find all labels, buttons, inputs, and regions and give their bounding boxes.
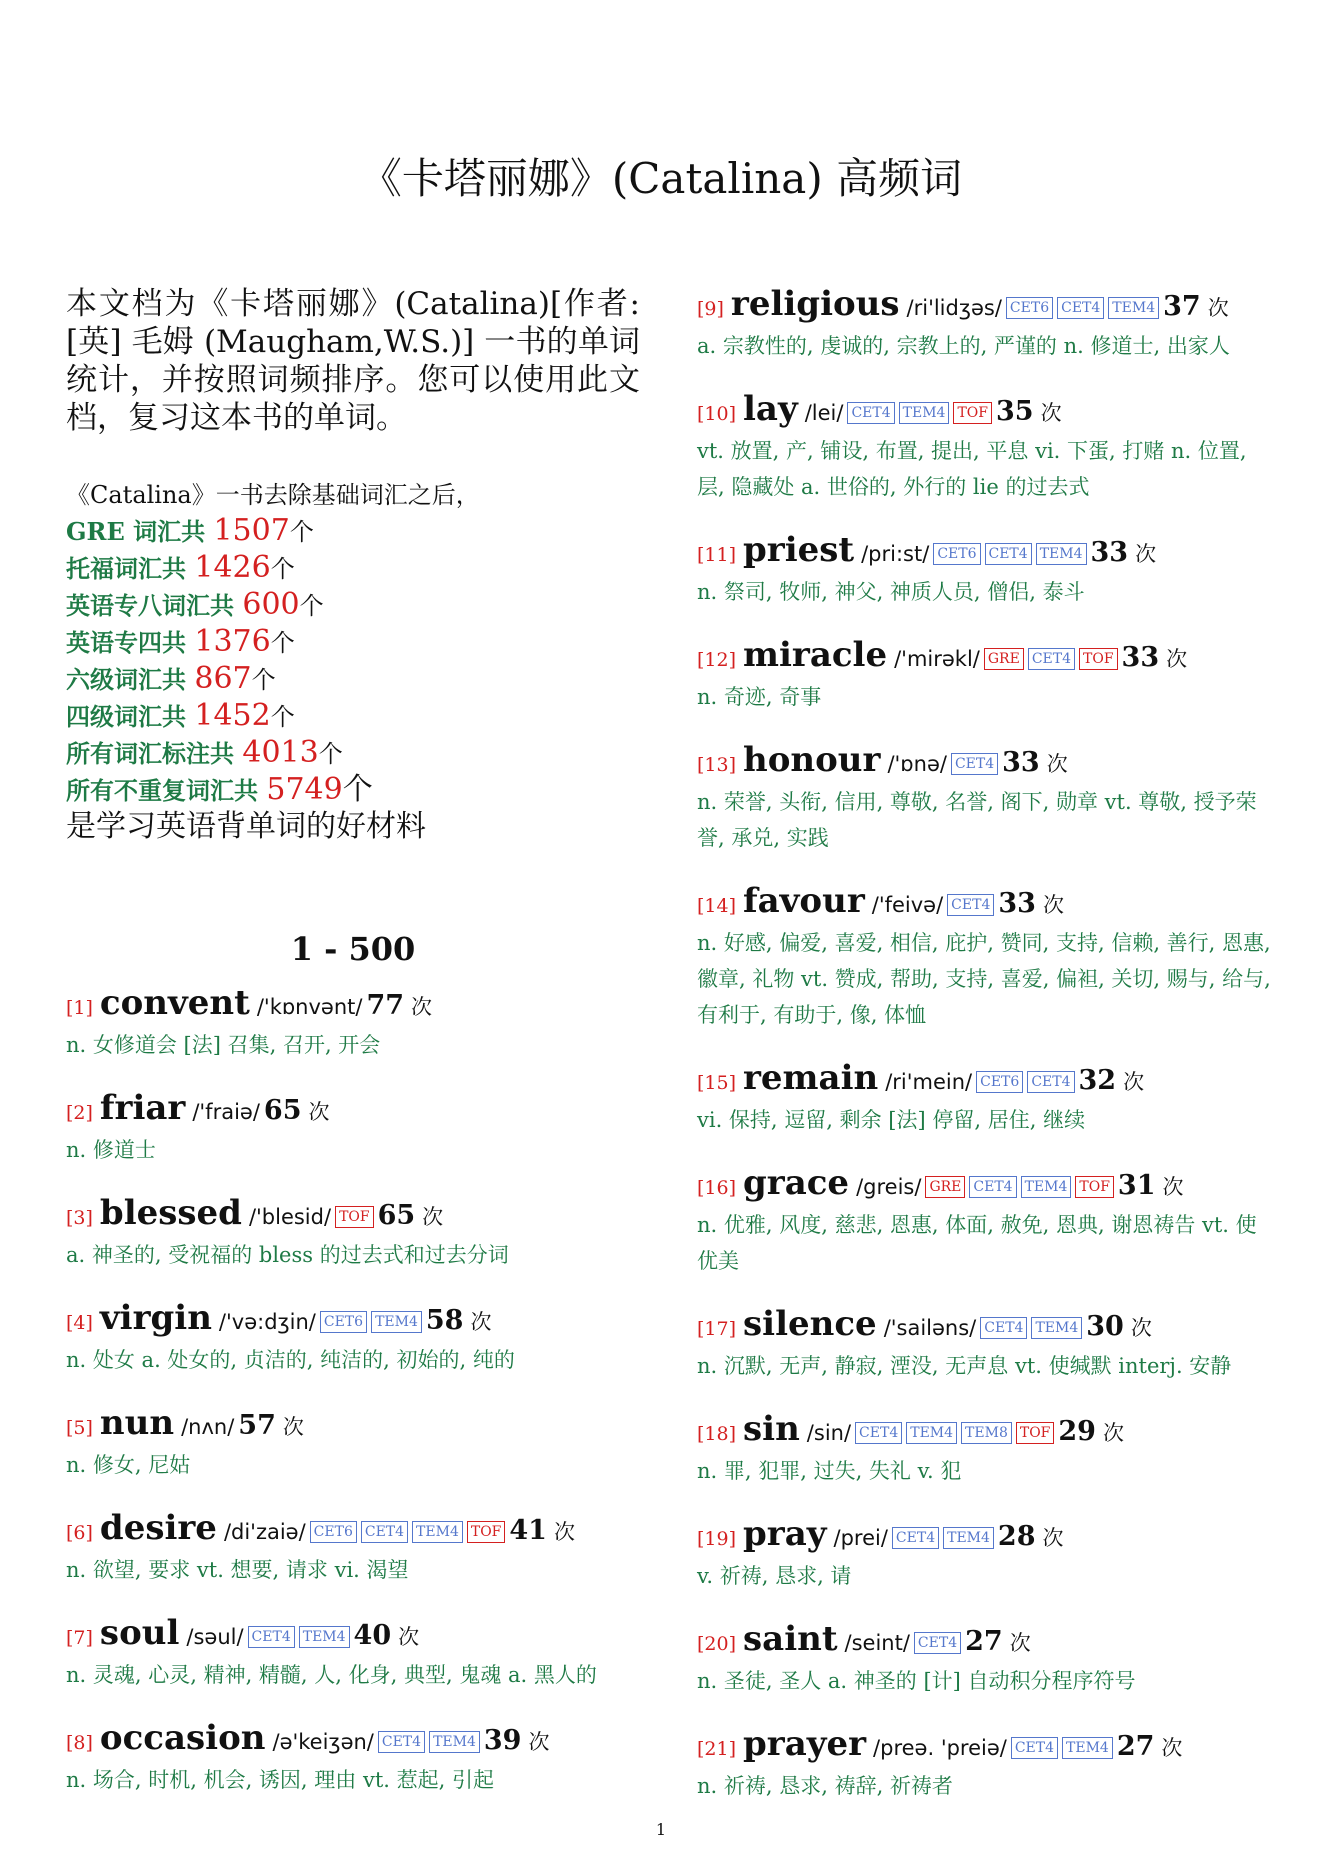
entry-definition: v. 祈祷, 恳求, 请 <box>697 1564 852 1588</box>
entry-word: convent <box>99 983 250 1023</box>
entry-count-unit: 次 <box>411 995 433 1019</box>
entry-count: 32 <box>1078 1065 1117 1096</box>
word-entry <box>66 1719 640 1798</box>
stats-tail: 是学习英语背单词的好材料 <box>66 809 426 844</box>
entry-header <box>697 882 1271 925</box>
entry-header <box>66 984 640 1027</box>
entry-count: 33 <box>1121 642 1160 673</box>
entry-word: soul <box>99 1613 180 1653</box>
word-entry <box>66 1509 640 1588</box>
entry-count: 65 <box>263 1095 302 1126</box>
exam-tag: GRE <box>925 1176 965 1198</box>
word-entry <box>697 1305 1271 1384</box>
word-entry <box>66 984 640 1063</box>
entry-word: virgin <box>99 1298 212 1338</box>
right-column <box>697 285 1271 1830</box>
entry-definition: n. 处女 a. 处女的, 贞洁的, 纯洁的, 初始的, 纯的 <box>66 1348 515 1372</box>
entry-header <box>697 741 1271 784</box>
entry-word: honour <box>743 740 881 780</box>
entry-rank: [14] <box>697 895 737 917</box>
entry-header <box>697 390 1271 433</box>
stat-line <box>66 772 640 809</box>
exam-tag: CET4 <box>378 1731 425 1753</box>
stat-unit: 个 <box>270 629 295 657</box>
entry-phonetic: /sin/ <box>806 1421 852 1445</box>
stat-unit: 个 <box>342 772 373 807</box>
entry-count-unit: 次 <box>1161 1736 1183 1760</box>
stat-unit: 个 <box>270 555 295 583</box>
entry-header <box>697 1305 1271 1348</box>
entry-rank: [18] <box>697 1423 737 1445</box>
entry-definition: vi. 保持, 逗留, 剩余 [法] 停留, 居住, 继续 <box>697 1108 1086 1132</box>
exam-tag: TOF <box>1016 1422 1055 1444</box>
entry-phonetic: /'ɒnə/ <box>887 752 947 776</box>
exam-tag: TEM4 <box>1021 1176 1072 1198</box>
entry-phonetic: /ri'mein/ <box>885 1070 973 1094</box>
entry-count: 37 <box>1163 291 1201 322</box>
stats-lead: 《Catalina》一书去除基础词汇之后， <box>66 481 480 509</box>
entry-phonetic: /pri:st/ <box>861 542 930 566</box>
entry-rank: [4] <box>66 1312 93 1334</box>
entry-phonetic: /'mirəkl/ <box>894 647 980 671</box>
exam-tag: CET4 <box>248 1626 295 1648</box>
exam-tag: CET4 <box>847 402 894 424</box>
stat-unit: 个 <box>289 518 314 546</box>
entry-word: favour <box>743 881 865 921</box>
entry-count: 33 <box>998 888 1036 919</box>
entry-definition: n. 修女, 尼姑 <box>66 1453 191 1477</box>
entry-count: 31 <box>1117 1170 1156 1201</box>
exam-tag: CET4 <box>947 894 994 916</box>
entry-phonetic: /'və:dʒin/ <box>218 1310 316 1334</box>
word-entry <box>697 1620 1271 1699</box>
entry-word: occasion <box>99 1718 266 1758</box>
entry-count-unit: 次 <box>1042 893 1064 917</box>
exam-tag: CET4 <box>969 1176 1016 1198</box>
entry-definition: n. 灵魂, 心灵, 精神, 精髓, 人, 化身, 典型, 鬼魂 a. 黑人的 <box>66 1663 597 1687</box>
entry-phonetic: /'feivə/ <box>871 893 944 917</box>
word-entry <box>697 741 1271 856</box>
entry-phonetic: /ri'lidʒəs/ <box>906 296 1002 320</box>
word-entry <box>697 1410 1271 1489</box>
entry-count: 27 <box>965 1626 1003 1657</box>
entry-header <box>66 1614 640 1657</box>
entry-header <box>66 1719 640 1762</box>
entry-count-unit: 次 <box>528 1730 550 1754</box>
stat-number: 600 <box>242 587 300 622</box>
exam-tag: CET4 <box>361 1521 408 1543</box>
entry-count-unit: 次 <box>1040 401 1062 425</box>
entry-phonetic: /lei/ <box>804 401 844 425</box>
stat-unit: 个 <box>270 703 295 731</box>
exam-tag: CET4 <box>951 753 998 775</box>
entry-count-unit: 次 <box>282 1415 304 1439</box>
entry-phonetic: /'blesid/ <box>248 1205 332 1229</box>
exam-tag: TEM4 <box>1108 297 1159 319</box>
stat-line <box>66 698 640 735</box>
stat-label: 所有不重复词汇共 <box>66 776 267 805</box>
stat-number: 1426 <box>194 550 271 585</box>
entry-definition: n. 沉默, 无声, 静寂, 湮没, 无声息 vt. 使缄默 interj. 安静 <box>697 1354 1232 1378</box>
entry-phonetic: /'fraiə/ <box>192 1100 260 1124</box>
word-entry <box>697 1515 1271 1594</box>
entry-count-unit: 次 <box>398 1625 420 1649</box>
entry-count: 33 <box>1002 747 1040 778</box>
stat-label: 四级词汇共 <box>66 702 195 731</box>
entry-rank: [13] <box>697 754 737 776</box>
entry-rank: [17] <box>697 1318 737 1340</box>
exam-tag: CET4 <box>980 1317 1027 1339</box>
page-title: 《卡塔丽娜》(Catalina) 高频词 <box>359 154 963 203</box>
entry-rank: [2] <box>66 1102 93 1124</box>
exam-tag: CET4 <box>914 1632 961 1654</box>
entry-word: sin <box>743 1409 800 1449</box>
stat-unit: 个 <box>299 592 324 620</box>
entry-header <box>697 1164 1271 1207</box>
entry-word: nun <box>99 1403 175 1443</box>
word-entry <box>697 1059 1271 1138</box>
entry-header <box>697 1059 1271 1102</box>
stat-number: 867 <box>194 661 252 696</box>
exam-tag: TEM4 <box>299 1626 350 1648</box>
entry-count-unit: 次 <box>553 1520 575 1544</box>
entry-rank: [16] <box>697 1177 737 1199</box>
entry-word: priest <box>743 530 855 570</box>
stat-label: 六级词汇共 <box>66 665 195 694</box>
word-entry <box>697 531 1271 610</box>
entry-count: 40 <box>353 1620 392 1651</box>
entry-rank: [9] <box>697 298 724 320</box>
word-entry <box>697 390 1271 505</box>
exam-tag: TEM4 <box>429 1731 480 1753</box>
exam-tag: CET4 <box>1057 297 1104 319</box>
entry-count-unit: 次 <box>1207 296 1229 320</box>
exam-tag: TEM4 <box>906 1422 957 1444</box>
exam-tag: TEM4 <box>412 1521 463 1543</box>
entry-count-unit: 次 <box>1162 1175 1184 1199</box>
exam-tag: TEM4 <box>899 402 950 424</box>
entry-header <box>66 1089 640 1132</box>
entry-rank: [5] <box>66 1417 93 1439</box>
exam-tag: TOF <box>1075 1176 1114 1198</box>
entry-count: 39 <box>483 1725 522 1756</box>
stat-unit: 个 <box>251 666 276 694</box>
entry-count-unit: 次 <box>1130 1316 1152 1340</box>
entry-rank: [11] <box>697 544 737 566</box>
entry-definition: n. 荣誉, 头衔, 信用, 尊敬, 名誉, 阁下, 勋章 vt. 尊敬, 授予荣誉, 承兑, 实践 <box>697 790 1257 850</box>
exam-tag: CET4 <box>892 1527 939 1549</box>
entry-rank: [19] <box>697 1528 737 1550</box>
stat-line <box>66 513 640 550</box>
page-number: 1 <box>655 1820 667 1839</box>
entry-count-unit: 次 <box>1009 1631 1031 1655</box>
word-entry <box>697 285 1271 364</box>
entry-phonetic: /nʌn/ <box>181 1415 235 1439</box>
entry-count-unit: 次 <box>422 1205 444 1229</box>
left-column <box>66 285 640 1824</box>
exam-tag: CET6 <box>310 1521 357 1543</box>
exam-tag: TOF <box>467 1521 506 1543</box>
entry-phonetic: /di'zaiə/ <box>223 1520 306 1544</box>
intro-paragraph: 本文档为《卡塔丽娜》(Catalina)[作者: [英] 毛姆 (Maugham,W.S.)] 一书的单词统计，并按照词频排序。您可以使用此文档，复习这本书的单词。 <box>66 286 640 436</box>
entry-rank: [1] <box>66 997 93 1019</box>
exam-tag: CET4 <box>1027 1071 1074 1093</box>
entry-rank: [12] <box>697 649 737 671</box>
entry-rank: [7] <box>66 1627 93 1649</box>
entry-count-unit: 次 <box>1102 1421 1124 1445</box>
exam-tag: CET4 <box>1011 1737 1058 1759</box>
exam-tag: TEM4 <box>1062 1737 1113 1759</box>
exam-tag: CET4 <box>855 1422 902 1444</box>
stat-label: GRE 词汇共 <box>66 517 214 546</box>
exam-tag: CET6 <box>976 1071 1023 1093</box>
entry-count-unit: 次 <box>1166 647 1188 671</box>
entry-count-unit: 次 <box>1042 1526 1064 1550</box>
entry-definition: n. 欲望, 要求 vt. 想要, 请求 vi. 渴望 <box>66 1558 409 1582</box>
entry-definition: a. 宗教性的, 虔诚的, 宗教上的, 严谨的 n. 修道士, 出家人 <box>697 334 1230 358</box>
entry-count: 35 <box>996 396 1034 427</box>
entry-rank: [6] <box>66 1522 93 1544</box>
word-entry <box>66 1194 640 1273</box>
entry-count: 41 <box>509 1515 547 1546</box>
exam-tag: CET6 <box>1006 297 1053 319</box>
entry-header <box>697 636 1271 679</box>
entry-word: silence <box>743 1304 877 1344</box>
entry-rank: [10] <box>697 403 737 425</box>
entry-rank: [20] <box>697 1633 737 1655</box>
word-entry <box>697 636 1271 715</box>
entry-header <box>66 1509 640 1552</box>
stat-label: 英语专八词汇共 <box>66 591 243 620</box>
stat-number: 1507 <box>213 513 290 548</box>
entry-phonetic: /greis/ <box>856 1175 922 1199</box>
entry-word: miracle <box>743 635 888 675</box>
word-entry <box>697 1164 1271 1279</box>
entry-header <box>697 1515 1271 1558</box>
entry-count-unit: 次 <box>470 1310 492 1334</box>
entry-definition: n. 优雅, 风度, 慈悲, 恩惠, 体面, 赦免, 恩典, 谢恩祷告 vt. 使优美 <box>697 1213 1257 1273</box>
entry-word: saint <box>743 1619 838 1659</box>
entry-count-unit: 次 <box>308 1100 330 1124</box>
entry-definition: n. 修道士 <box>66 1138 156 1162</box>
word-entry <box>66 1089 640 1168</box>
word-entry <box>697 882 1271 1033</box>
exam-tag: TEM8 <box>961 1422 1012 1444</box>
entry-count: 77 <box>366 990 405 1021</box>
entry-header <box>697 1725 1271 1768</box>
entry-phonetic: /prei/ <box>833 1526 888 1550</box>
exam-tag: TOF <box>1079 648 1118 670</box>
stat-number: 4013 <box>242 735 319 770</box>
exam-tag: CET6 <box>933 543 980 565</box>
entry-phonetic: /səul/ <box>186 1625 244 1649</box>
exam-tag: CET6 <box>320 1311 367 1333</box>
entry-phonetic: /preə. 'preiə/ <box>873 1736 1007 1760</box>
entry-definition: n. 圣徒, 圣人 a. 神圣的 [计] 自动积分程序符号 <box>697 1669 1136 1693</box>
entry-word: pray <box>743 1514 827 1554</box>
entry-count-unit: 次 <box>1123 1070 1145 1094</box>
entry-header <box>66 1404 640 1447</box>
entry-definition: n. 祭司, 牧师, 神父, 神质人员, 僧侣, 泰斗 <box>697 580 1085 604</box>
entry-header <box>697 1410 1271 1453</box>
exam-tag: TEM4 <box>1036 543 1087 565</box>
entry-word: prayer <box>743 1724 867 1764</box>
entry-phonetic: /ə'keiʒən/ <box>272 1730 374 1754</box>
entry-definition: n. 场合, 时机, 机会, 诱因, 理由 vt. 惹起, 引起 <box>66 1768 494 1792</box>
exam-tag: GRE <box>984 648 1024 670</box>
exam-tag: TEM4 <box>371 1311 422 1333</box>
section-title: 1 - 500 <box>290 930 416 968</box>
entry-word: desire <box>99 1508 217 1548</box>
entry-count: 28 <box>997 1521 1036 1552</box>
entry-phonetic: /'sailəns/ <box>883 1316 977 1340</box>
entry-count: 57 <box>238 1410 276 1441</box>
entry-definition: n. 女修道会 [法] 召集, 召开, 开会 <box>66 1033 381 1057</box>
stat-line <box>66 550 640 587</box>
stat-number: 1376 <box>194 624 271 659</box>
entry-definition: n. 好感, 偏爱, 喜爱, 相信, 庇护, 赞同, 支持, 信赖, 善行, 恩惠, 徽章, 礼物 vt. 赞成, 帮助, 支持, 喜爱, 偏袒, 关切, 赐与, 给与, 有利于, 有助于, 像, 体恤 <box>697 931 1271 1027</box>
entry-definition: n. 罪, 犯罪, 过失, 失礼 v. 犯 <box>697 1459 962 1483</box>
entry-word: grace <box>743 1163 850 1203</box>
entry-count: 65 <box>377 1200 416 1231</box>
stat-unit: 个 <box>318 740 343 768</box>
entry-word: lay <box>743 389 798 429</box>
entry-rank: [3] <box>66 1207 93 1229</box>
entry-rank: [8] <box>66 1732 93 1754</box>
stat-label: 英语专四共 <box>66 628 195 657</box>
exam-tag: CET4 <box>985 543 1032 565</box>
word-entry <box>66 1404 640 1483</box>
entry-definition: vt. 放置, 产, 铺设, 布置, 提出, 平息 vi. 下蛋, 打赌 n. 位置, 层, 隐藏处 a. 世俗的, 外行的 lie 的过去式 <box>697 439 1247 499</box>
stat-label: 所有词汇标注共 <box>66 739 243 768</box>
entry-header <box>697 1620 1271 1663</box>
entry-count: 27 <box>1116 1731 1155 1762</box>
entry-word: friar <box>99 1088 186 1128</box>
entry-header <box>697 531 1271 574</box>
exam-tag: CET4 <box>1028 648 1075 670</box>
word-entry <box>697 1725 1271 1804</box>
stat-line <box>66 735 640 772</box>
entry-count: 58 <box>425 1305 464 1336</box>
entry-header <box>66 1299 640 1342</box>
exam-tag: TEM4 <box>943 1527 994 1549</box>
entry-definition: a. 神圣的, 受祝福的 bless 的过去式和过去分词 <box>66 1243 509 1267</box>
vocab-stats <box>66 477 640 845</box>
entry-count: 30 <box>1086 1311 1124 1342</box>
stat-line <box>66 587 640 624</box>
entry-phonetic: /seint/ <box>844 1631 910 1655</box>
entry-definition: n. 奇迹, 奇事 <box>697 685 822 709</box>
entry-header <box>697 285 1271 328</box>
exam-tag: TOF <box>335 1206 374 1228</box>
stat-label: 托福词汇共 <box>66 554 195 583</box>
exam-tag: TEM4 <box>1031 1317 1082 1339</box>
entry-word: religious <box>730 284 900 324</box>
entry-header <box>66 1194 640 1237</box>
word-entry <box>66 1299 640 1378</box>
entry-count: 33 <box>1090 537 1129 568</box>
stat-number: 5749 <box>266 772 343 807</box>
stat-line <box>66 624 640 661</box>
entry-word: blessed <box>99 1193 242 1233</box>
entry-rank: [21] <box>697 1738 737 1760</box>
stat-line <box>66 661 640 698</box>
entry-phonetic: /'kɒnvənt/ <box>256 995 363 1019</box>
entry-count-unit: 次 <box>1135 542 1157 566</box>
word-entry <box>66 1614 640 1693</box>
entry-count: 29 <box>1058 1416 1096 1447</box>
entry-count-unit: 次 <box>1046 752 1068 776</box>
entry-word: remain <box>743 1058 879 1098</box>
entry-definition: n. 祈祷, 恳求, 祷辞, 祈祷者 <box>697 1774 953 1798</box>
entry-rank: [15] <box>697 1072 737 1094</box>
exam-tag: TOF <box>953 402 992 424</box>
stat-number: 1452 <box>194 698 271 733</box>
